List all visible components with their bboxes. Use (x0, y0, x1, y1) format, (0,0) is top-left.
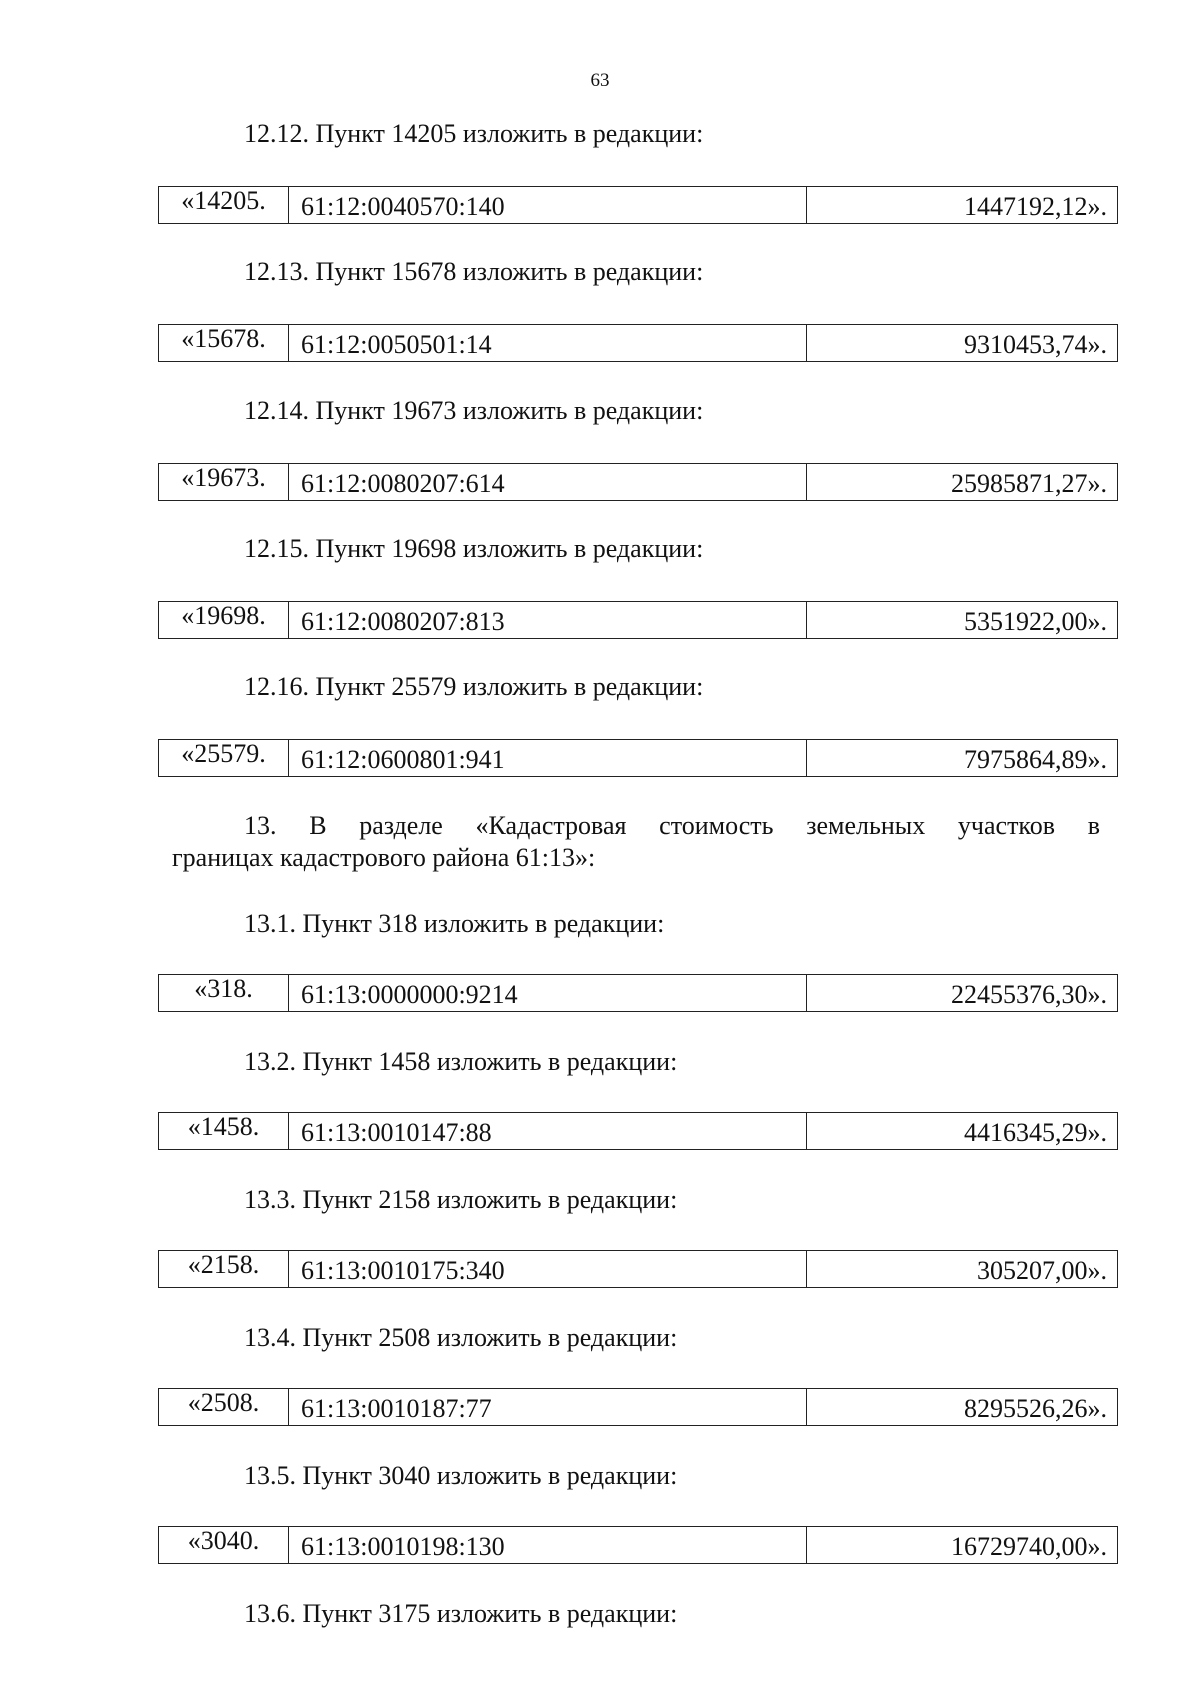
paragraph-12-13: 12.13. Пункт 15678 изложить в редакции: (244, 257, 704, 286)
table-row (158, 739, 1118, 777)
table-row (158, 974, 1118, 1012)
table-row (158, 186, 1118, 224)
cadastral-value: 5351922,00». (964, 607, 1107, 636)
table-row (158, 1112, 1118, 1150)
cadastral-value: 8295526,26». (964, 1394, 1107, 1423)
cadastral-value: 7975864,89». (964, 745, 1107, 774)
table-row (158, 1388, 1118, 1426)
paragraph-13-1: 13.1. Пункт 318 изложить в редакции: (244, 909, 665, 938)
cadastral-number: 61:13:0010187:77 (289, 1389, 807, 1425)
row-number: «15678. (159, 325, 289, 361)
cadastral-number: 61:13:0010147:88 (289, 1113, 807, 1149)
section-13-paragraph (172, 810, 1100, 874)
page-number: 63 (590, 70, 610, 91)
row-number: «318. (159, 975, 289, 1011)
row-number: «2508. (159, 1389, 289, 1425)
paragraph-13-6: 13.6. Пункт 3175 изложить в редакции: (244, 1599, 678, 1628)
cadastral-value: 305207,00». (977, 1256, 1107, 1285)
row-number: «3040. (159, 1527, 289, 1563)
cadastral-number: 61:13:0000000:9214 (289, 975, 807, 1011)
cadastral-number: 61:12:0080207:813 (289, 602, 807, 638)
cadastral-value: 16729740,00». (951, 1532, 1107, 1561)
table-row (158, 601, 1118, 639)
cadastral-value: 25985871,27». (951, 469, 1107, 498)
cadastral-value: 4416345,29». (964, 1118, 1107, 1147)
paragraph-12-16: 12.16. Пункт 25579 изложить в редакции: (244, 672, 704, 701)
paragraph-12-15: 12.15. Пункт 19698 изложить в редакции: (244, 534, 704, 563)
paragraph-13-5: 13.5. Пункт 3040 изложить в редакции: (244, 1461, 678, 1490)
row-number: «2158. (159, 1251, 289, 1287)
paragraph-13-3: 13.3. Пункт 2158 изложить в редакции: (244, 1185, 678, 1214)
cadastral-number: 61:12:0040570:140 (289, 187, 807, 223)
cadastral-number: 61:13:0010198:130 (289, 1527, 807, 1563)
table-row (158, 1526, 1118, 1564)
paragraph-12-14: 12.14. Пункт 19673 изложить в редакции: (244, 396, 704, 425)
paragraph-13-4: 13.4. Пункт 2508 изложить в редакции: (244, 1323, 678, 1352)
table-row (158, 1250, 1118, 1288)
table-row (158, 324, 1118, 362)
cadastral-value: 9310453,74». (964, 330, 1107, 359)
table-row (158, 463, 1118, 501)
paragraph-13-2: 13.2. Пункт 1458 изложить в редакции: (244, 1047, 678, 1076)
cadastral-number: 61:12:0600801:941 (289, 740, 807, 776)
cadastral-number: 61:12:0080207:614 (289, 464, 807, 500)
cadastral-number: 61:12:0050501:14 (289, 325, 807, 361)
section-13-line-1: 13. В разделе «Кадастровая стоимость земельных участков в (244, 811, 1100, 840)
cadastral-value: 1447192,12». (964, 192, 1107, 221)
cadastral-number: 61:13:0010175:340 (289, 1251, 807, 1287)
row-number: «14205. (159, 187, 289, 223)
section-13-line-2: границах кадастрового района 61:13»: (172, 843, 596, 872)
row-number: «19673. (159, 464, 289, 500)
row-number: «25579. (159, 740, 289, 776)
row-number: «1458. (159, 1113, 289, 1149)
row-number: «19698. (159, 602, 289, 638)
paragraph-12-12: 12.12. Пункт 14205 изложить в редакции: (244, 119, 704, 148)
cadastral-value: 22455376,30». (951, 980, 1107, 1009)
